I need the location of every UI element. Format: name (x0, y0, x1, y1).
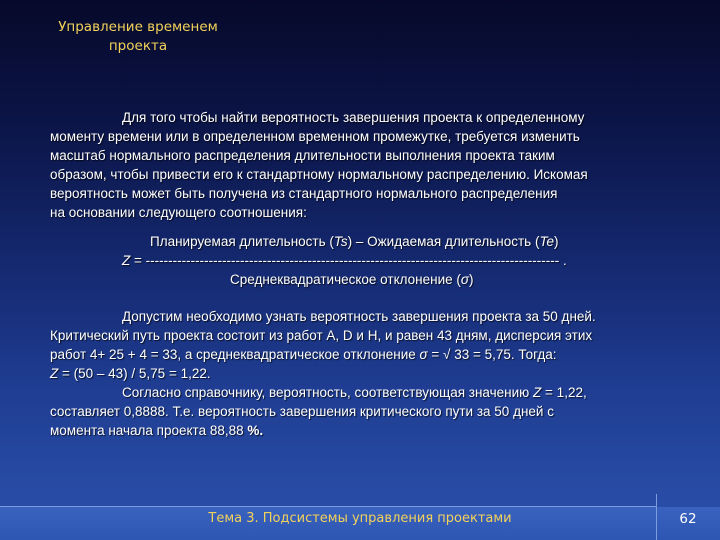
slide-body (50, 108, 690, 440)
intro-line: образом, чтобы привести его к стандартному нормальному распределению. Искомая (50, 167, 588, 182)
footer-topic: Тема 3. Подсистемы управления проектами (208, 511, 512, 526)
formula-fraction-line: Z = -------------------------------------------------------------------------------------------- . (122, 253, 567, 268)
example-line: Критический путь проекта состоит из работ A, D и H, и равен 43 дням, дисперсия этих (50, 328, 593, 343)
slide-title (48, 18, 228, 56)
intro-line: Для того чтобы найти вероятность завершения проекта к определенному (122, 110, 585, 125)
z-variable: Z (122, 253, 131, 268)
footer-separator (656, 494, 657, 540)
intro-line: моменту времени или в определенном временном промежутке, требуется изменить (50, 129, 580, 144)
intro-line: масштаб нормального распределения длительности выполнения проекта таким (50, 148, 555, 163)
example-line: Z = (50 – 43) / 5,75 = 1,22. (50, 366, 211, 381)
intro-line: на основании следующего соотношения: (50, 205, 307, 220)
example-line: Согласно справочнику, вероятность, соответствующая значению Z = 1,22, (122, 385, 587, 400)
fraction-dashes: -------------------------------------------------------------------------------------------- . (145, 253, 567, 268)
slide-title-line1: Управление временем (58, 19, 218, 35)
slide-title-line2: проекта (108, 38, 168, 54)
example-line: составляет 0,8888. Т.е. вероятность завершения критического пути за 50 дней с (50, 404, 554, 419)
formula-numerator: Планируемая длительность (Ts) – Ожидаемая длительность (Te) (150, 234, 559, 249)
page-number: 62 (679, 511, 697, 527)
example-line: работ 4+ 25 + 4 = 33, а среднеквадратическое отклонение σ = √ 33 = 5,75. Тогда: (50, 347, 557, 362)
example-line: Допустим необходимо узнать вероятность завершения проекта за 50 дней. (122, 309, 596, 324)
footer-divider (0, 506, 656, 507)
formula-denominator: Среднеквадратическое отклонение (σ) (230, 272, 474, 287)
example-line: момента начала проекта 88,88 %. (50, 423, 264, 438)
intro-line: вероятность может быть получена из стандартного нормального распределения (50, 186, 558, 201)
